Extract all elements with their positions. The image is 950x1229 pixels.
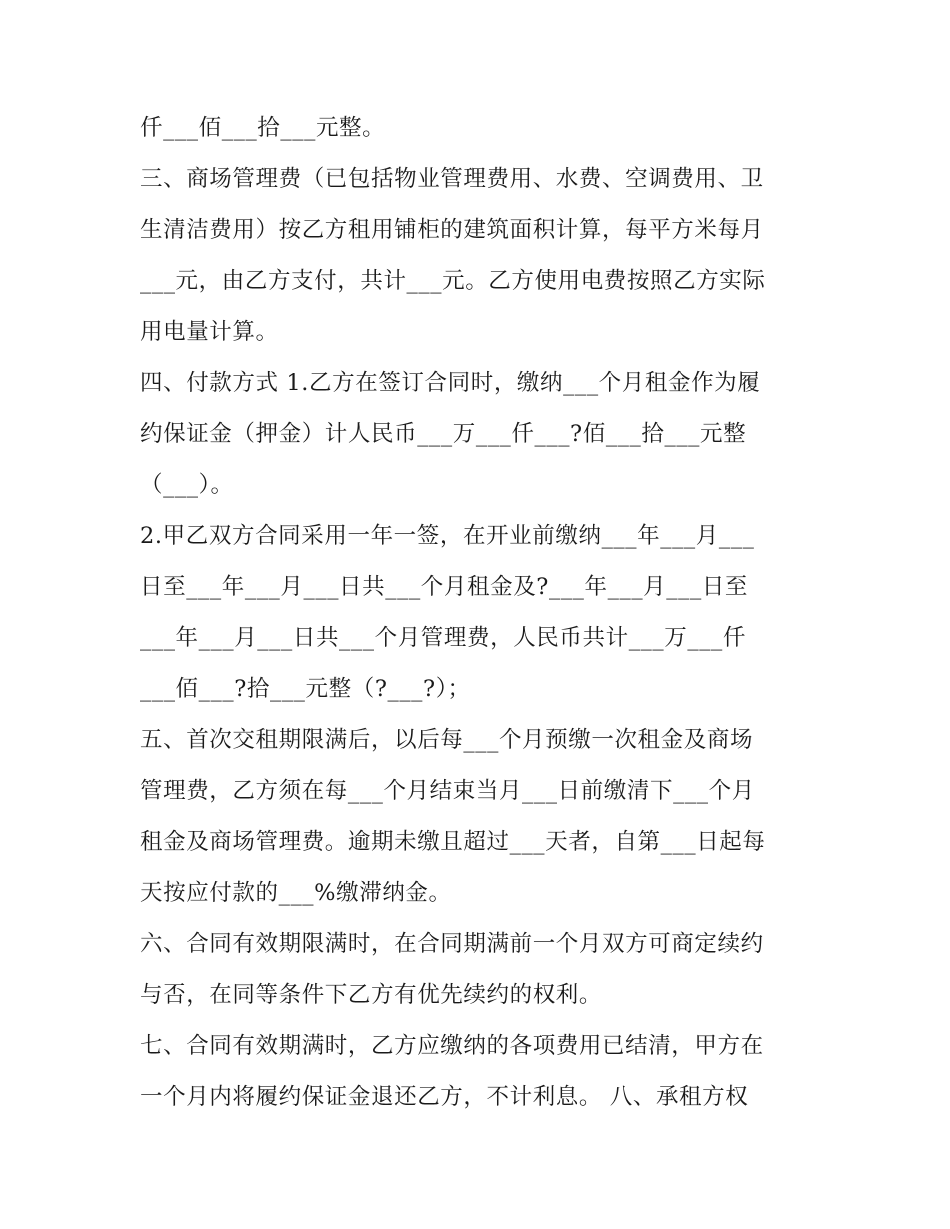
text-line: 五、首次交租期限满后，以后每___个月预缴一次租金及商场 — [140, 727, 754, 753]
text-line: 仟___佰___拾___元整。 — [140, 115, 386, 141]
text-line: ___佰___?拾___元整（?___?）； — [140, 676, 471, 702]
text-line: （___）。 — [140, 472, 234, 498]
text-line: 四、付款方式 1.乙方在签订合同时，缴纳___个月租金作为履 — [140, 370, 761, 396]
text-line: 三、商场管理费（已包括物业管理费用、水费、空调费用、卫 — [140, 166, 764, 192]
text-line: 与否，在同等条件下乙方有优先续约的权利。 — [140, 982, 603, 1008]
text-line: 一个月内将履约保证金退还乙方，不计利息。 八、承租方权 — [140, 1084, 749, 1110]
text-line: ___年___月___日共___个月管理费，人民币共计___万___仟 — [140, 625, 747, 651]
text-line: 天按应付款的___%缴滞纳金。 — [140, 880, 452, 906]
text-line: ___元，由乙方支付，共计___元。乙方使用电费按照乙方实际 — [140, 268, 766, 294]
text-line: 租金及商场管理费。逾期未缴且超过___天者，自第___日起每 — [140, 829, 766, 855]
text-line: 管理费，乙方须在每___个月结束当月___日前缴清下___个月 — [140, 778, 755, 804]
text-line: 六、合同有效期限满时，在合同期满前一个月双方可商定续约 — [140, 931, 764, 957]
text-line: 约保证金（押金）计人民币___万___仟___?佰___拾___元整 — [140, 421, 747, 447]
text-line: 日至___年___月___日共___个月租金及?___年___月___日至 — [140, 574, 749, 600]
text-line: 生清洁费用）按乙方租用铺柜的建筑面积计算，每平方米每月 — [140, 217, 764, 243]
text-line: 七、合同有效期满时，乙方应缴纳的各项费用已结清，甲方在 — [140, 1033, 764, 1059]
text-line: 2.甲乙双方合同采用一年一签，在开业前缴纳___年___月___ — [140, 523, 755, 549]
text-line: 用电量计算。 — [140, 319, 279, 345]
